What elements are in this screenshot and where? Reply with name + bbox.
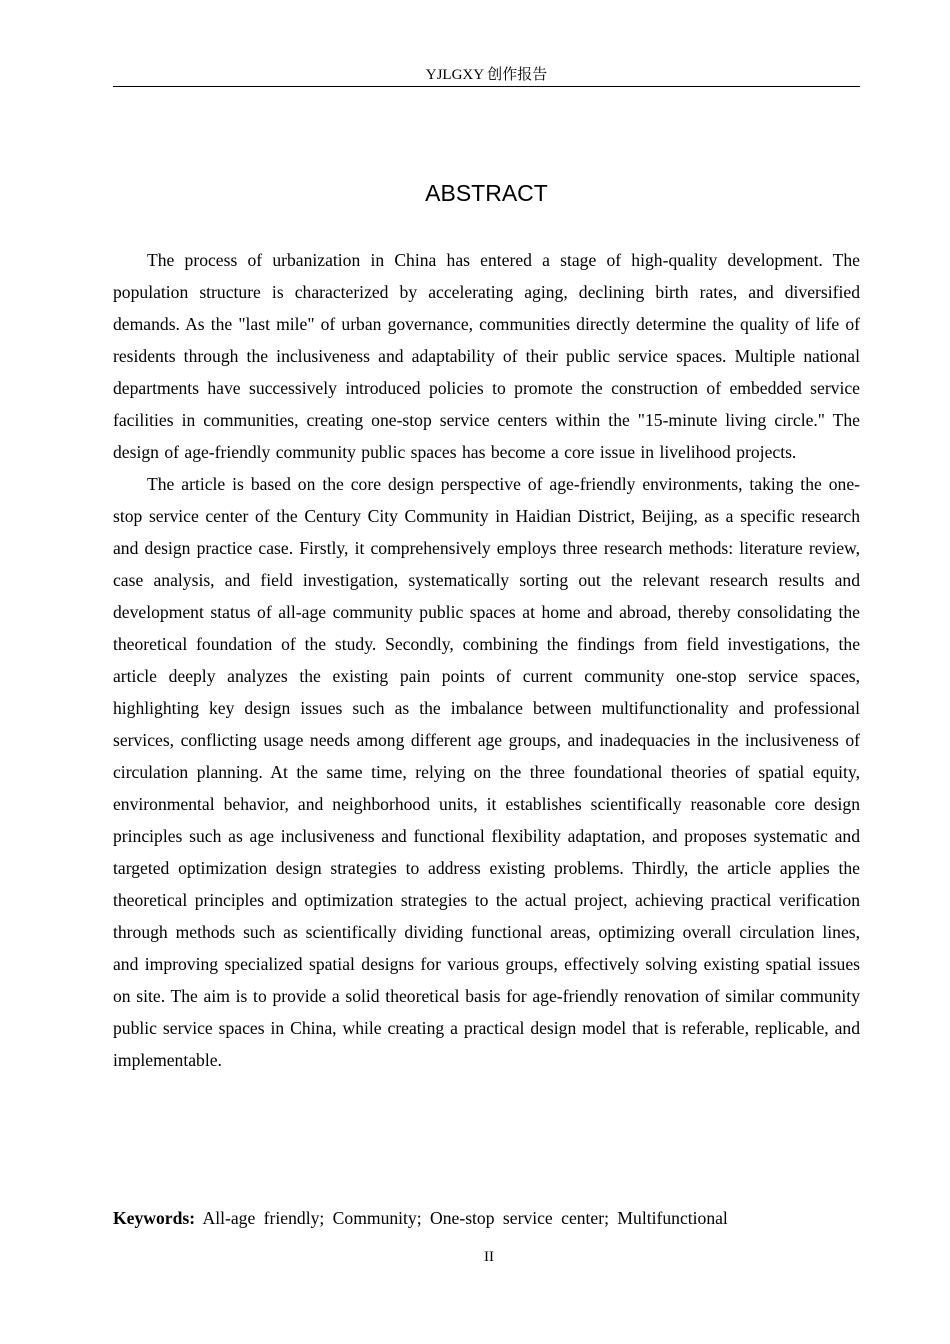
keywords-text: All-age friendly; Community; One-stop service center; Multifunctional <box>202 1208 728 1228</box>
running-header <box>113 64 860 87</box>
abstract-title: ABSTRACT <box>425 180 548 206</box>
keywords-line <box>113 1202 860 1234</box>
page-number: II <box>484 1249 494 1265</box>
abstract-paragraph-1: The process of urbanization in China has entered a stage of high-quality development. The population structure is characterized by accelerating aging, declining birth rates, and diversified demands. As the "last mile" of urban governance, communities directly determine the quality of life of residents through the inclusiveness and adaptability of their public service spaces. Multiple national departments have successively introduced policies to promote the construction of embedded service facilities in communities, creating one-stop service centers within the "15-minute living circle." The design of age-friendly community public spaces has become a core issue in livelihood projects. <box>113 250 860 462</box>
abstract-paragraph-2: The article is based on the core design perspective of age-friendly environments, taking the one-stop service center of the Century City Community in Haidian District, Beijing, as a specific research and design practice case. Firstly, it comprehensively employs three research methods: literature review, case analysis, and field investigation, systematically sorting out the relevant research results and development status of all-age community public spaces at home and abroad, thereby consolidating the theoretical foundation of the study. Secondly, combining the findings from field investigations, the article deeply analyzes the existing pain points of current community one-stop service spaces, highlighting key design issues such as the imbalance between multifunctionality and professional services, conflicting usage needs among different age groups, and inadequacies in the inclusiveness of circulation planning. At the same time, relying on the three foundational theories of spatial equity, environmental behavior, and neighborhood units, it establishes scientifically reasonable core design principles such as age inclusiveness and functional flexibility adaptation, and proposes systematic and targeted optimization design strategies to address existing problems. Thirdly, the article applies the theoretical principles and optimization strategies to the actual project, achieving practical verification through methods such as scientifically dividing functional areas, optimizing overall circulation lines, and improving specialized spatial designs for various groups, effectively solving existing spatial issues on site. The aim is to provide a solid theoretical basis for age-friendly renovation of similar community public service spaces in China, while creating a practical design model that is referable, replicable, and implementable. <box>113 474 860 1070</box>
abstract-body <box>113 244 860 1076</box>
keywords-label: Keywords: <box>113 1208 196 1228</box>
running-header-title: YJLGXY 创作报告 <box>425 67 548 83</box>
